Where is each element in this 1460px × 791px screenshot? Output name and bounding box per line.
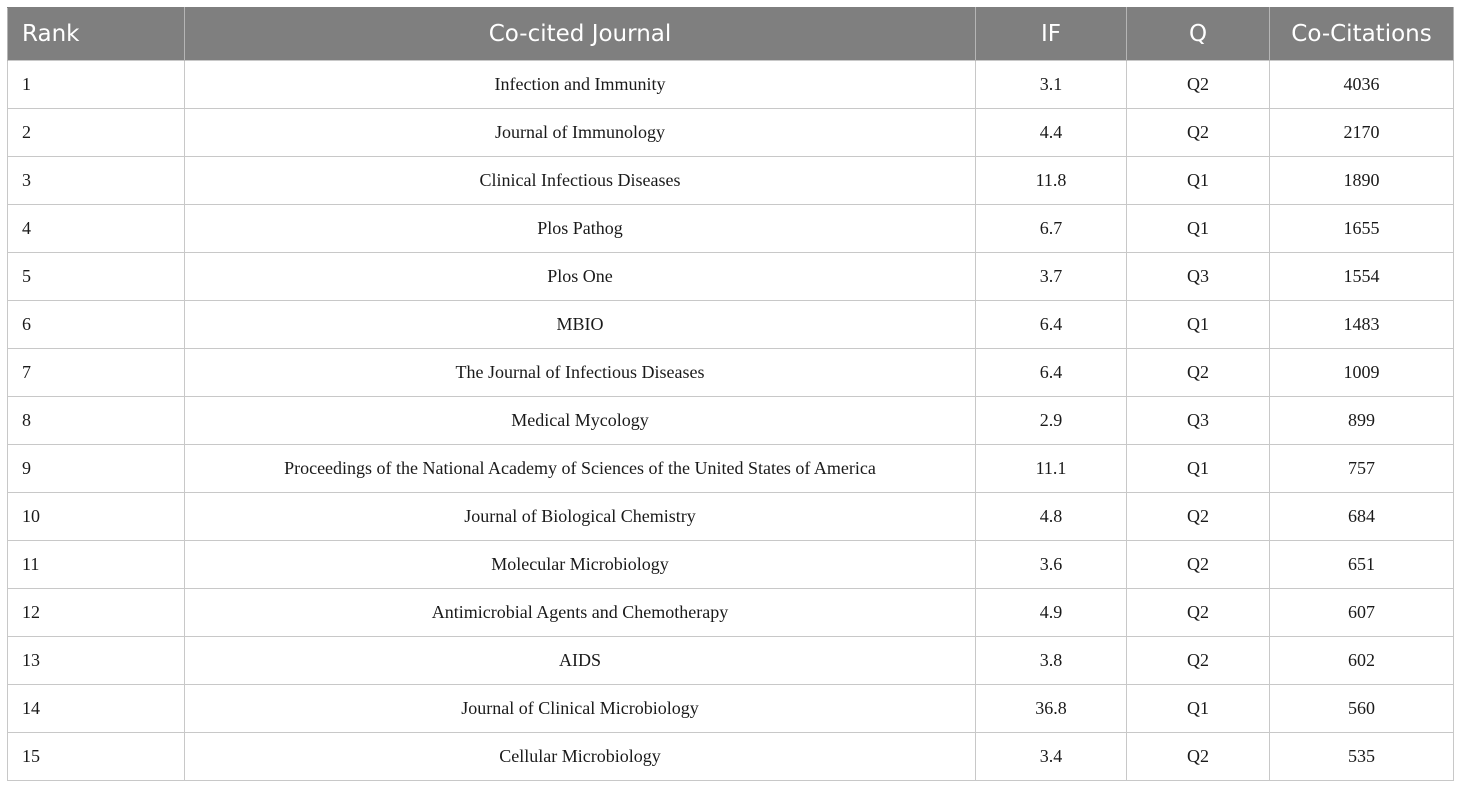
cell-if: 36.8 [976, 685, 1127, 733]
table-row [8, 493, 1454, 541]
cell-journal: Journal of Biological Chemistry [185, 493, 976, 541]
cell-if: 3.8 [976, 637, 1127, 685]
table-row [8, 541, 1454, 589]
cell-cocitations: 1655 [1270, 205, 1454, 253]
cell-rank: 7 [8, 349, 185, 397]
cell-journal: The Journal of Infectious Diseases [185, 349, 976, 397]
table-row [8, 349, 1454, 397]
cell-rank: 11 [8, 541, 185, 589]
table-row [8, 397, 1454, 445]
cell-if: 6.7 [976, 205, 1127, 253]
cell-if: 3.1 [976, 61, 1127, 109]
cell-q: Q2 [1127, 349, 1270, 397]
table-row [8, 685, 1454, 733]
cell-cocitations: 2170 [1270, 109, 1454, 157]
cell-rank: 5 [8, 253, 185, 301]
cell-cocitations: 1890 [1270, 157, 1454, 205]
header-row [8, 8, 1454, 61]
cell-q: Q2 [1127, 61, 1270, 109]
header-if: IF [976, 8, 1127, 61]
cell-cocitations: 1554 [1270, 253, 1454, 301]
cell-cocitations: 1009 [1270, 349, 1454, 397]
cell-cocitations: 899 [1270, 397, 1454, 445]
cell-if: 3.7 [976, 253, 1127, 301]
cell-journal: MBIO [185, 301, 976, 349]
table-row [8, 157, 1454, 205]
header-rank: Rank [8, 8, 185, 61]
cell-if: 11.8 [976, 157, 1127, 205]
cell-rank: 2 [8, 109, 185, 157]
cell-q: Q2 [1127, 733, 1270, 781]
cell-cocitations: 560 [1270, 685, 1454, 733]
cell-q: Q2 [1127, 493, 1270, 541]
cell-rank: 6 [8, 301, 185, 349]
cell-journal: Cellular Microbiology [185, 733, 976, 781]
cell-journal: Medical Mycology [185, 397, 976, 445]
cell-q: Q1 [1127, 301, 1270, 349]
cell-rank: 13 [8, 637, 185, 685]
cell-journal: Antimicrobial Agents and Chemotherapy [185, 589, 976, 637]
cell-journal: Journal of Immunology [185, 109, 976, 157]
table-row [8, 589, 1454, 637]
cell-if: 4.4 [976, 109, 1127, 157]
header-cocitations: Co-Citations [1270, 8, 1454, 61]
table-row [8, 61, 1454, 109]
cell-journal: Proceedings of the National Academy of Sciences of the United States of America [185, 445, 976, 493]
table-row [8, 733, 1454, 781]
cell-q: Q1 [1127, 205, 1270, 253]
cell-q: Q3 [1127, 397, 1270, 445]
cell-if: 4.9 [976, 589, 1127, 637]
cell-rank: 12 [8, 589, 185, 637]
co-cited-journals-table [7, 7, 1454, 781]
table-body [8, 61, 1454, 781]
cell-q: Q1 [1127, 445, 1270, 493]
header-q: Q [1127, 8, 1270, 61]
cell-if: 6.4 [976, 301, 1127, 349]
cell-rank: 15 [8, 733, 185, 781]
cell-if: 11.1 [976, 445, 1127, 493]
cell-if: 2.9 [976, 397, 1127, 445]
cell-cocitations: 535 [1270, 733, 1454, 781]
cell-cocitations: 651 [1270, 541, 1454, 589]
cell-cocitations: 607 [1270, 589, 1454, 637]
cell-if: 4.8 [976, 493, 1127, 541]
cell-rank: 3 [8, 157, 185, 205]
co-cited-journals-table-container [7, 7, 1453, 781]
cell-rank: 14 [8, 685, 185, 733]
cell-rank: 4 [8, 205, 185, 253]
table-row [8, 109, 1454, 157]
table-row [8, 205, 1454, 253]
cell-q: Q2 [1127, 589, 1270, 637]
table-row [8, 637, 1454, 685]
cell-q: Q2 [1127, 637, 1270, 685]
cell-journal: Journal of Clinical Microbiology [185, 685, 976, 733]
cell-q: Q1 [1127, 157, 1270, 205]
header-journal: Co-cited Journal [185, 8, 976, 61]
cell-if: 6.4 [976, 349, 1127, 397]
cell-journal: Clinical Infectious Diseases [185, 157, 976, 205]
cell-journal: AIDS [185, 637, 976, 685]
cell-q: Q2 [1127, 541, 1270, 589]
cell-cocitations: 602 [1270, 637, 1454, 685]
table-header [8, 8, 1454, 61]
cell-q: Q3 [1127, 253, 1270, 301]
cell-if: 3.6 [976, 541, 1127, 589]
cell-rank: 8 [8, 397, 185, 445]
cell-journal: Infection and Immunity [185, 61, 976, 109]
cell-cocitations: 757 [1270, 445, 1454, 493]
table-row [8, 301, 1454, 349]
cell-journal: Molecular Microbiology [185, 541, 976, 589]
cell-if: 3.4 [976, 733, 1127, 781]
cell-cocitations: 4036 [1270, 61, 1454, 109]
cell-rank: 10 [8, 493, 185, 541]
cell-journal: Plos One [185, 253, 976, 301]
cell-journal: Plos Pathog [185, 205, 976, 253]
table-row [8, 445, 1454, 493]
cell-cocitations: 1483 [1270, 301, 1454, 349]
cell-rank: 9 [8, 445, 185, 493]
cell-rank: 1 [8, 61, 185, 109]
table-row [8, 253, 1454, 301]
cell-q: Q1 [1127, 685, 1270, 733]
cell-cocitations: 684 [1270, 493, 1454, 541]
cell-q: Q2 [1127, 109, 1270, 157]
